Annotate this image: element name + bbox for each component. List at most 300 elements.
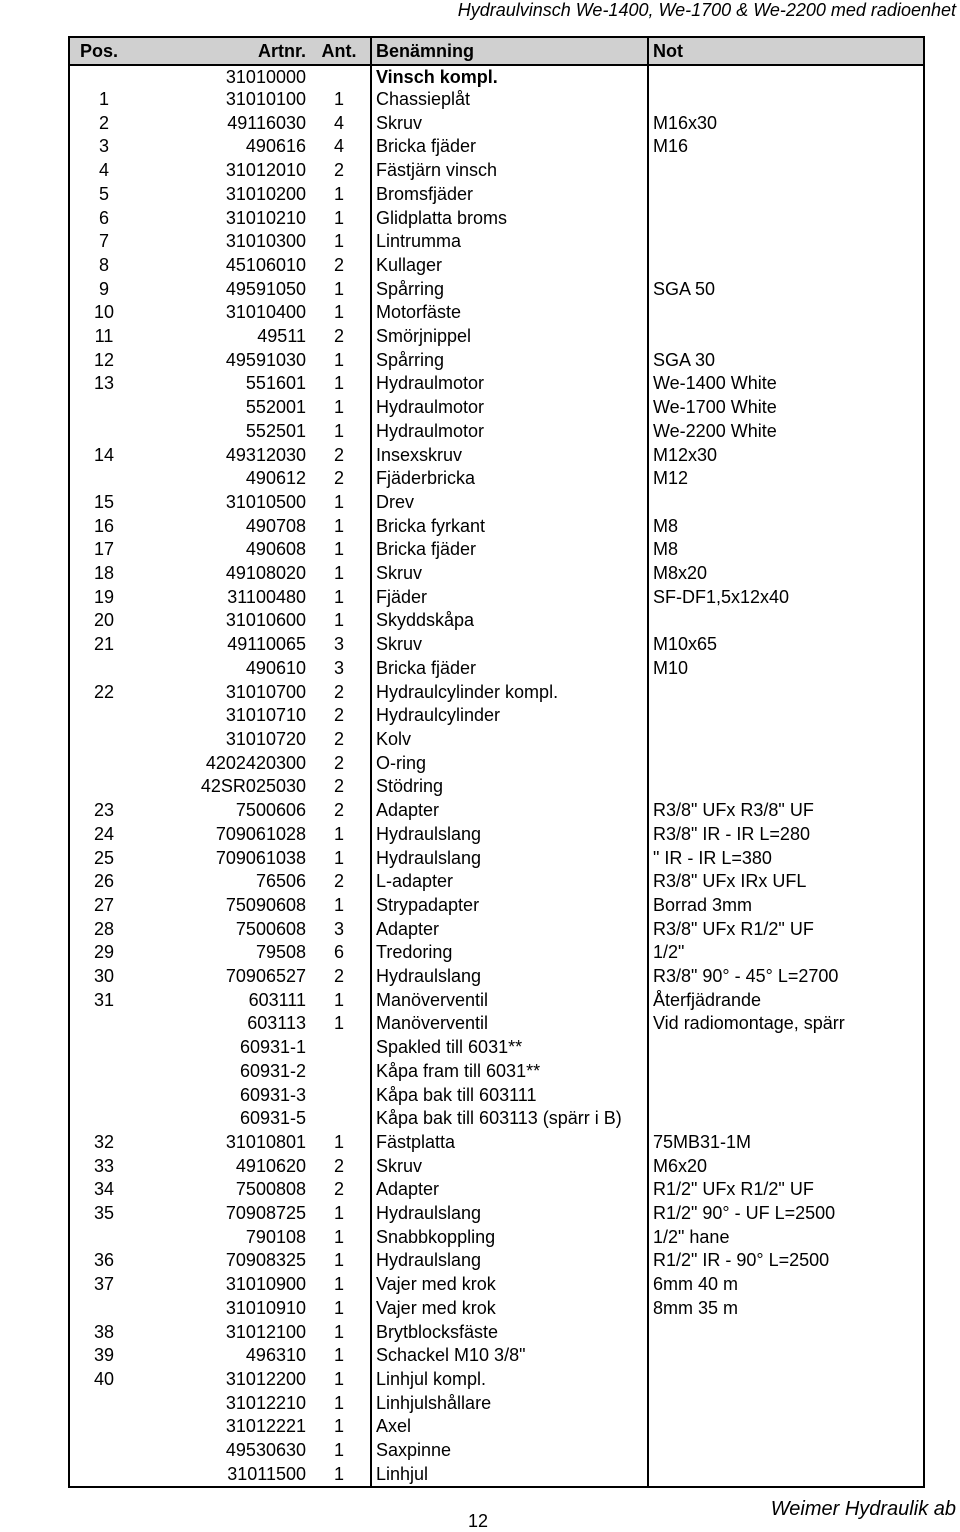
cell-pos bbox=[69, 657, 138, 681]
cell-ant: 2 bbox=[333, 444, 344, 465]
cell-benamning: Skruv bbox=[371, 1155, 648, 1179]
cell-artnr: 76506 bbox=[255, 871, 306, 892]
table-row bbox=[69, 230, 924, 254]
table-row bbox=[69, 1297, 924, 1321]
cell-benamning: Skruv bbox=[371, 562, 648, 586]
cell-not bbox=[648, 704, 924, 728]
cell-ant: 2 bbox=[333, 728, 344, 749]
cell-not bbox=[648, 1368, 924, 1392]
cell-benamning: Hydraulslang bbox=[371, 823, 648, 847]
cell-ant: 1 bbox=[333, 847, 344, 868]
table-row bbox=[69, 752, 924, 776]
table-row bbox=[69, 467, 924, 491]
table-row bbox=[69, 1463, 924, 1488]
table-row bbox=[69, 396, 924, 420]
cell-not bbox=[648, 1439, 924, 1463]
cell-pos: 37 bbox=[69, 1273, 138, 1297]
cell-benamning: Adapter bbox=[371, 799, 648, 823]
cell-pos: 4 bbox=[69, 159, 138, 183]
cell-benamning: Smörjnippel bbox=[371, 325, 648, 349]
table-row bbox=[69, 183, 924, 207]
cell-artnr: 75090608 bbox=[225, 894, 306, 915]
table-row bbox=[69, 325, 924, 349]
cell-benamning: Linhjul bbox=[371, 1463, 648, 1488]
cell-benamning: Hydraulmotor bbox=[371, 420, 648, 444]
cell-ant: 2 bbox=[333, 468, 344, 489]
table-row bbox=[69, 1439, 924, 1463]
table-row bbox=[69, 704, 924, 728]
cell-ant: 1 bbox=[333, 207, 344, 228]
cell-not bbox=[648, 1344, 924, 1368]
cell-pos: 35 bbox=[69, 1202, 138, 1226]
cell-not bbox=[648, 183, 924, 207]
cell-artnr: 49116030 bbox=[227, 112, 306, 133]
cell-benamning: Glidplatta broms bbox=[371, 207, 648, 231]
cell-not bbox=[648, 1084, 924, 1108]
cell-pos: 34 bbox=[69, 1178, 138, 1202]
cell-ant: 1 bbox=[333, 1416, 344, 1437]
cell-benamning: Adapter bbox=[371, 918, 648, 942]
cell-artnr: 60931-3 bbox=[239, 1084, 306, 1105]
cell-not: M12x30 bbox=[648, 444, 924, 468]
cell-artnr: 60931-2 bbox=[239, 1060, 306, 1081]
cell-ant: 1 bbox=[333, 1250, 344, 1271]
cell-benamning: Insexskruv bbox=[371, 444, 648, 468]
cell-not: R1/2" UFx R1/2" UF bbox=[648, 1178, 924, 1202]
table-row bbox=[69, 1131, 924, 1155]
cell-pos: 27 bbox=[69, 894, 138, 918]
cell-artnr: 31010720 bbox=[225, 728, 306, 749]
table-row bbox=[69, 633, 924, 657]
cell-ant bbox=[308, 1107, 371, 1131]
cell-not: 1/2" bbox=[648, 941, 924, 965]
cell-benamning: Spakled till 6031** bbox=[371, 1036, 648, 1060]
cell-ant bbox=[308, 1036, 371, 1060]
table-row bbox=[69, 965, 924, 989]
cell-benamning: Strypadapter bbox=[371, 894, 648, 918]
cell-pos: 12 bbox=[69, 349, 138, 373]
cell-not bbox=[648, 325, 924, 349]
table-row bbox=[69, 681, 924, 705]
cell-benamning: Skruv bbox=[371, 633, 648, 657]
cell-pos bbox=[69, 704, 138, 728]
cell-artnr: 4910620 bbox=[235, 1155, 306, 1176]
cell-benamning: Hydraulslang bbox=[371, 1202, 648, 1226]
table-row bbox=[69, 1368, 924, 1392]
cell-pos: 17 bbox=[69, 538, 138, 562]
table-row bbox=[69, 870, 924, 894]
table-row bbox=[69, 1321, 924, 1345]
cell-ant: 4 bbox=[333, 136, 344, 157]
cell-not: 1/2" hane bbox=[648, 1226, 924, 1250]
cell-ant: 1 bbox=[333, 89, 344, 109]
cell-pos: 18 bbox=[69, 562, 138, 586]
footer-brand: Weimer Hydraulik ab bbox=[770, 1498, 956, 1520]
cell-pos bbox=[69, 396, 138, 420]
cell-ant: 1 bbox=[333, 515, 344, 536]
cell-artnr: 551601 bbox=[245, 373, 306, 394]
cell-ant: 1 bbox=[333, 563, 344, 584]
cell-benamning: Chassieplåt bbox=[371, 88, 648, 112]
cell-ant: 1 bbox=[333, 1321, 344, 1342]
cell-artnr: 60931-5 bbox=[239, 1108, 306, 1129]
cell-artnr: 31012200 bbox=[225, 1368, 306, 1389]
cell-benamning: Vinsch kompl. bbox=[371, 65, 648, 88]
table-row bbox=[69, 1226, 924, 1250]
cell-benamning: Linhjul kompl. bbox=[371, 1368, 648, 1392]
cell-pos: 8 bbox=[69, 254, 138, 278]
cell-benamning: Brytblocksfäste bbox=[371, 1321, 648, 1345]
column-header-pos: Pos. bbox=[69, 37, 138, 65]
cell-artnr: 31010200 bbox=[225, 183, 306, 204]
cell-pos: 22 bbox=[69, 681, 138, 705]
cell-pos: 9 bbox=[69, 278, 138, 302]
cell-artnr: 709061028 bbox=[215, 823, 306, 844]
cell-not: R3/8" 90° - 45° L=2700 bbox=[648, 965, 924, 989]
cell-not: SGA 30 bbox=[648, 349, 924, 373]
cell-not bbox=[648, 254, 924, 278]
cell-not bbox=[648, 1415, 924, 1439]
cell-not: M16 bbox=[648, 135, 924, 159]
cell-benamning: Fjäder bbox=[371, 586, 648, 610]
cell-ant: 2 bbox=[333, 966, 344, 987]
cell-not: M10x65 bbox=[648, 633, 924, 657]
cell-not: M12 bbox=[648, 467, 924, 491]
cell-artnr: 49511 bbox=[257, 326, 306, 347]
cell-not bbox=[648, 65, 924, 88]
cell-not bbox=[648, 1321, 924, 1345]
cell-not bbox=[648, 207, 924, 231]
cell-not: Borrad 3mm bbox=[648, 894, 924, 918]
cell-pos bbox=[69, 420, 138, 444]
cell-not: SGA 50 bbox=[648, 278, 924, 302]
table-row bbox=[69, 65, 924, 88]
cell-pos bbox=[69, 1297, 138, 1321]
cell-not: We-1700 White bbox=[648, 396, 924, 420]
document-title: Hydraulvinsch We-1400, We-1700 & We-2200 med radioenhet bbox=[457, 0, 956, 20]
cell-artnr: 31010910 bbox=[225, 1297, 306, 1318]
cell-pos: 23 bbox=[69, 799, 138, 823]
cell-benamning: Skruv bbox=[371, 112, 648, 136]
table-row bbox=[69, 88, 924, 112]
cell-pos: 40 bbox=[69, 1368, 138, 1392]
cell-ant: 1 bbox=[333, 989, 344, 1010]
cell-benamning: Hydraulcylinder bbox=[371, 704, 648, 728]
parts-table bbox=[68, 36, 925, 1488]
cell-ant: 4 bbox=[333, 112, 344, 133]
table-row bbox=[69, 1012, 924, 1036]
table-row bbox=[69, 728, 924, 752]
cell-pos bbox=[69, 728, 138, 752]
cell-artnr: 79508 bbox=[255, 942, 306, 963]
cell-artnr: 31010710 bbox=[225, 705, 306, 726]
table-row bbox=[69, 847, 924, 871]
cell-benamning: Manöverventil bbox=[371, 1012, 648, 1036]
cell-ant: 1 bbox=[333, 1440, 344, 1461]
cell-pos bbox=[69, 1036, 138, 1060]
cell-benamning: Fästjärn vinsch bbox=[371, 159, 648, 183]
cell-ant: 1 bbox=[333, 1368, 344, 1389]
table-row bbox=[69, 1178, 924, 1202]
cell-ant: 1 bbox=[333, 420, 344, 441]
cell-artnr: 490612 bbox=[245, 468, 306, 489]
table-row bbox=[69, 1202, 924, 1226]
cell-pos: 1 bbox=[69, 88, 138, 112]
cell-pos bbox=[69, 65, 138, 88]
cell-not bbox=[648, 775, 924, 799]
cell-ant: 1 bbox=[333, 1297, 344, 1318]
cell-pos: 29 bbox=[69, 941, 138, 965]
cell-pos: 31 bbox=[69, 989, 138, 1013]
cell-benamning: Saxpinne bbox=[371, 1439, 648, 1463]
cell-artnr: 790108 bbox=[245, 1226, 306, 1247]
cell-pos: 2 bbox=[69, 112, 138, 136]
cell-not: R3/8" UFx R3/8" UF bbox=[648, 799, 924, 823]
table-row bbox=[69, 278, 924, 302]
cell-benamning: Hydraulmotor bbox=[371, 396, 648, 420]
cell-pos: 19 bbox=[69, 586, 138, 610]
cell-artnr: 49108020 bbox=[225, 563, 306, 584]
cell-benamning: Hydraulmotor bbox=[371, 372, 648, 396]
cell-pos: 3 bbox=[69, 135, 138, 159]
cell-pos bbox=[69, 752, 138, 776]
cell-benamning: Vajer med krok bbox=[371, 1273, 648, 1297]
cell-benamning: Hydraulslang bbox=[371, 1249, 648, 1273]
table-row bbox=[69, 609, 924, 633]
cell-artnr: 70908325 bbox=[225, 1250, 306, 1271]
cell-artnr: 490708 bbox=[245, 515, 306, 536]
cell-not: We-2200 White bbox=[648, 420, 924, 444]
cell-benamning: Kullager bbox=[371, 254, 648, 278]
cell-not: Vid radiomontage, spärr bbox=[648, 1012, 924, 1036]
cell-ant: 1 bbox=[333, 397, 344, 418]
table-row bbox=[69, 918, 924, 942]
cell-pos: 13 bbox=[69, 372, 138, 396]
cell-benamning: Vajer med krok bbox=[371, 1297, 648, 1321]
cell-pos: 15 bbox=[69, 491, 138, 515]
cell-not bbox=[648, 159, 924, 183]
cell-ant: 1 bbox=[333, 586, 344, 607]
cell-benamning: Snabbkoppling bbox=[371, 1226, 648, 1250]
cell-ant: 1 bbox=[333, 1131, 344, 1152]
cell-benamning: Skyddskåpa bbox=[371, 609, 648, 633]
cell-ant: 1 bbox=[333, 539, 344, 560]
cell-benamning: Hydraulslang bbox=[371, 847, 648, 871]
cell-artnr: 31010000 bbox=[225, 67, 306, 87]
cell-ant: 2 bbox=[333, 254, 344, 275]
cell-artnr: 31010900 bbox=[225, 1274, 306, 1295]
cell-benamning: Stödring bbox=[371, 775, 648, 799]
cell-pos bbox=[69, 1060, 138, 1084]
cell-not bbox=[648, 1463, 924, 1488]
cell-not bbox=[648, 728, 924, 752]
cell-benamning: Fjäderbricka bbox=[371, 467, 648, 491]
cell-not: R1/2" IR - 90° L=2500 bbox=[648, 1249, 924, 1273]
table-row bbox=[69, 1036, 924, 1060]
cell-artnr: 31010700 bbox=[225, 681, 306, 702]
cell-pos: 39 bbox=[69, 1344, 138, 1368]
cell-pos bbox=[69, 1463, 138, 1488]
cell-not: R3/8" UFx R1/2" UF bbox=[648, 918, 924, 942]
cell-ant: 3 bbox=[333, 918, 344, 939]
cell-not: M6x20 bbox=[648, 1155, 924, 1179]
cell-benamning: Lintrumma bbox=[371, 230, 648, 254]
cell-artnr: 552001 bbox=[245, 397, 306, 418]
cell-artnr: 7500608 bbox=[235, 918, 306, 939]
cell-benamning: Kolv bbox=[371, 728, 648, 752]
cell-pos: 5 bbox=[69, 183, 138, 207]
cell-not: R1/2" 90° - UF L=2500 bbox=[648, 1202, 924, 1226]
cell-benamning: Spårring bbox=[371, 349, 648, 373]
cell-pos: 38 bbox=[69, 1321, 138, 1345]
page-number: 12 bbox=[468, 1511, 489, 1531]
cell-artnr: 31010100 bbox=[225, 89, 306, 109]
table-row bbox=[69, 254, 924, 278]
cell-artnr: 490616 bbox=[245, 136, 306, 157]
cell-not bbox=[648, 752, 924, 776]
cell-ant: 1 bbox=[333, 1274, 344, 1295]
cell-not: M8x20 bbox=[648, 562, 924, 586]
cell-pos bbox=[69, 1107, 138, 1131]
table-row bbox=[69, 1155, 924, 1179]
cell-artnr: 45106010 bbox=[225, 254, 306, 275]
cell-pos: 6 bbox=[69, 207, 138, 231]
cell-benamning: Bricka fjäder bbox=[371, 657, 648, 681]
cell-ant: 1 bbox=[333, 491, 344, 512]
cell-benamning: Spårring bbox=[371, 278, 648, 302]
table-row bbox=[69, 775, 924, 799]
cell-artnr: 603113 bbox=[247, 1013, 306, 1034]
cell-artnr: 70906527 bbox=[225, 966, 306, 987]
cell-benamning: O-ring bbox=[371, 752, 648, 776]
cell-artnr: 496310 bbox=[245, 1345, 306, 1366]
cell-ant bbox=[308, 1060, 371, 1084]
cell-artnr: 31012010 bbox=[225, 160, 306, 181]
table-row bbox=[69, 1392, 924, 1416]
table-row bbox=[69, 989, 924, 1013]
cell-benamning: Bromsfjäder bbox=[371, 183, 648, 207]
cell-ant: 1 bbox=[333, 231, 344, 252]
cell-benamning: Drev bbox=[371, 491, 648, 515]
cell-artnr: 31012210 bbox=[225, 1392, 306, 1413]
cell-not bbox=[648, 681, 924, 705]
cell-pos: 25 bbox=[69, 847, 138, 871]
cell-not: SF-DF1,5x12x40 bbox=[648, 586, 924, 610]
table-header-row bbox=[69, 37, 924, 65]
cell-not: R3/8" UFx IRx UFL bbox=[648, 870, 924, 894]
cell-not bbox=[648, 1036, 924, 1060]
cell-ant: 1 bbox=[333, 894, 344, 915]
cell-not bbox=[648, 1060, 924, 1084]
cell-ant: 2 bbox=[333, 326, 344, 347]
cell-ant: 1 bbox=[308, 1463, 371, 1488]
cell-ant: 1 bbox=[333, 373, 344, 394]
cell-ant: 6 bbox=[333, 942, 344, 963]
table-row bbox=[69, 1344, 924, 1368]
cell-ant: 1 bbox=[333, 610, 344, 631]
cell-ant: 3 bbox=[333, 634, 344, 655]
cell-pos bbox=[69, 1439, 138, 1463]
cell-pos bbox=[69, 467, 138, 491]
parts-table-body bbox=[69, 65, 924, 1487]
cell-pos: 11 bbox=[69, 325, 138, 349]
cell-ant: 1 bbox=[333, 1226, 344, 1247]
cell-not: M8 bbox=[648, 538, 924, 562]
cell-ant: 2 bbox=[333, 681, 344, 702]
cell-benamning: Hydraulcylinder kompl. bbox=[371, 681, 648, 705]
cell-artnr: 31012221 bbox=[225, 1416, 306, 1437]
table-row bbox=[69, 159, 924, 183]
cell-artnr: 70908725 bbox=[225, 1203, 306, 1224]
table-row bbox=[69, 586, 924, 610]
cell-not bbox=[648, 491, 924, 515]
cell-benamning: Hydraulslang bbox=[371, 965, 648, 989]
table-row bbox=[69, 941, 924, 965]
cell-pos: 14 bbox=[69, 444, 138, 468]
cell-artnr: 49312030 bbox=[225, 444, 306, 465]
table-row bbox=[69, 657, 924, 681]
cell-pos: 24 bbox=[69, 823, 138, 847]
table-row bbox=[69, 1060, 924, 1084]
cell-ant: 2 bbox=[333, 1155, 344, 1176]
cell-not: M16x30 bbox=[648, 112, 924, 136]
cell-pos: 26 bbox=[69, 870, 138, 894]
table-row bbox=[69, 112, 924, 136]
cell-ant: 1 bbox=[333, 1345, 344, 1366]
cell-pos: 32 bbox=[69, 1131, 138, 1155]
cell-ant bbox=[308, 65, 371, 88]
cell-artnr: 490608 bbox=[245, 539, 306, 560]
cell-artnr: 4202420300 bbox=[205, 752, 306, 773]
cell-benamning: Bricka fjäder bbox=[371, 538, 648, 562]
cell-ant: 1 bbox=[333, 278, 344, 299]
cell-benamning: Adapter bbox=[371, 1178, 648, 1202]
cell-pos: 20 bbox=[69, 609, 138, 633]
cell-ant: 2 bbox=[333, 871, 344, 892]
cell-artnr: 31010500 bbox=[225, 491, 306, 512]
cell-pos: 10 bbox=[69, 301, 138, 325]
cell-benamning: Motorfäste bbox=[371, 301, 648, 325]
cell-benamning: Kåpa bak till 603113 (spärr i B) bbox=[371, 1107, 648, 1131]
table-row bbox=[69, 1415, 924, 1439]
cell-pos: 21 bbox=[69, 633, 138, 657]
cell-pos: 30 bbox=[69, 965, 138, 989]
cell-artnr: 31010300 bbox=[225, 231, 306, 252]
cell-ant: 1 bbox=[333, 1203, 344, 1224]
table-row bbox=[69, 1107, 924, 1131]
cell-pos bbox=[69, 1012, 138, 1036]
cell-benamning: L-adapter bbox=[371, 870, 648, 894]
cell-ant: 2 bbox=[333, 160, 344, 181]
cell-ant: 2 bbox=[333, 800, 344, 821]
cell-artnr: 31010600 bbox=[225, 610, 306, 631]
cell-not: 6mm 40 m bbox=[648, 1273, 924, 1297]
cell-artnr: 49530630 bbox=[225, 1440, 306, 1461]
cell-not: M10 bbox=[648, 657, 924, 681]
cell-artnr: 31010210 bbox=[225, 207, 306, 228]
table-row bbox=[69, 823, 924, 847]
cell-ant: 1 bbox=[333, 823, 344, 844]
cell-pos: 28 bbox=[69, 918, 138, 942]
cell-artnr: 49591030 bbox=[225, 349, 306, 370]
column-header-benamning: Benämning bbox=[371, 37, 648, 65]
cell-artnr: 31011500 bbox=[138, 1463, 308, 1488]
cell-not bbox=[648, 88, 924, 112]
cell-pos: 16 bbox=[69, 515, 138, 539]
cell-not bbox=[648, 301, 924, 325]
cell-ant: 1 bbox=[333, 302, 344, 323]
table-row bbox=[69, 562, 924, 586]
